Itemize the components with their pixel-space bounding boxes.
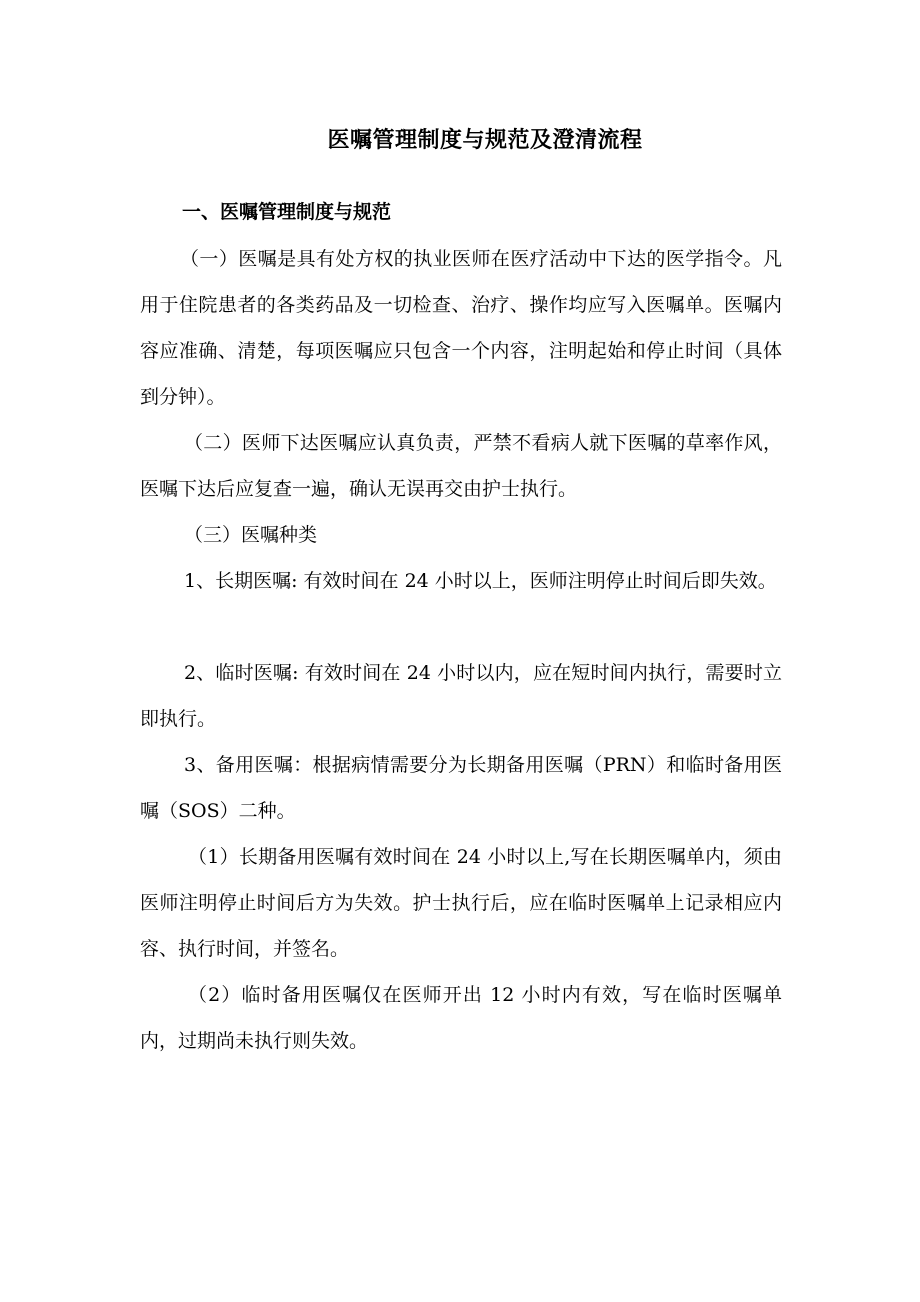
paragraph-1: （一）医嘱是具有处方权的执业医师在医疗活动中下达的医学指令。凡用于住院患者的各类药品及一切检查、治疗、操作均应写入医嘱单。医嘱内容应准确、清楚，每项医嘱应只包含一个内容，注明起始和停止时间（具体到分钟）。: [140, 248, 782, 408]
section-heading: 一、医嘱管理制度与规范: [182, 201, 392, 223]
paragraph-2: （二）医师下达医嘱应认真负责，严禁不看病人就下医嘱的草率作风，医嘱下达后应复查一遍，确认无误再交由护士执行。: [140, 432, 782, 500]
paragraph-5: 2、临时医嘱: 有效时间在 24 小时以内，应在短时间内执行，需要时立即执行。: [140, 662, 782, 730]
paragraph-8: （2）临时备用医嘱仅在医师开出 12 小时内有效，写在临时医嘱单内，过期尚未执行则失效。: [140, 984, 782, 1052]
paragraph-3: （三）医嘱种类: [184, 524, 318, 546]
paragraph-7: （1）长期备用医嘱有效时间在 24 小时以上,写在长期医嘱单内，须由医师注明停止时间后方为失效。护士执行后，应在临时医嘱单上记录相应内容、执行时间，并签名。: [140, 846, 782, 960]
paragraph-4: 1、长期医嘱: 有效时间在 24 小时以上，医师注明停止时间后即失效。: [184, 570, 777, 592]
paragraph-6: 3、备用医嘱：根据病情需要分为长期备用医嘱（PRN）和临时备用医嘱（SOS）二种。: [140, 754, 782, 822]
document-title: 医嘱管理制度与规范及澄清流程: [327, 127, 643, 153]
